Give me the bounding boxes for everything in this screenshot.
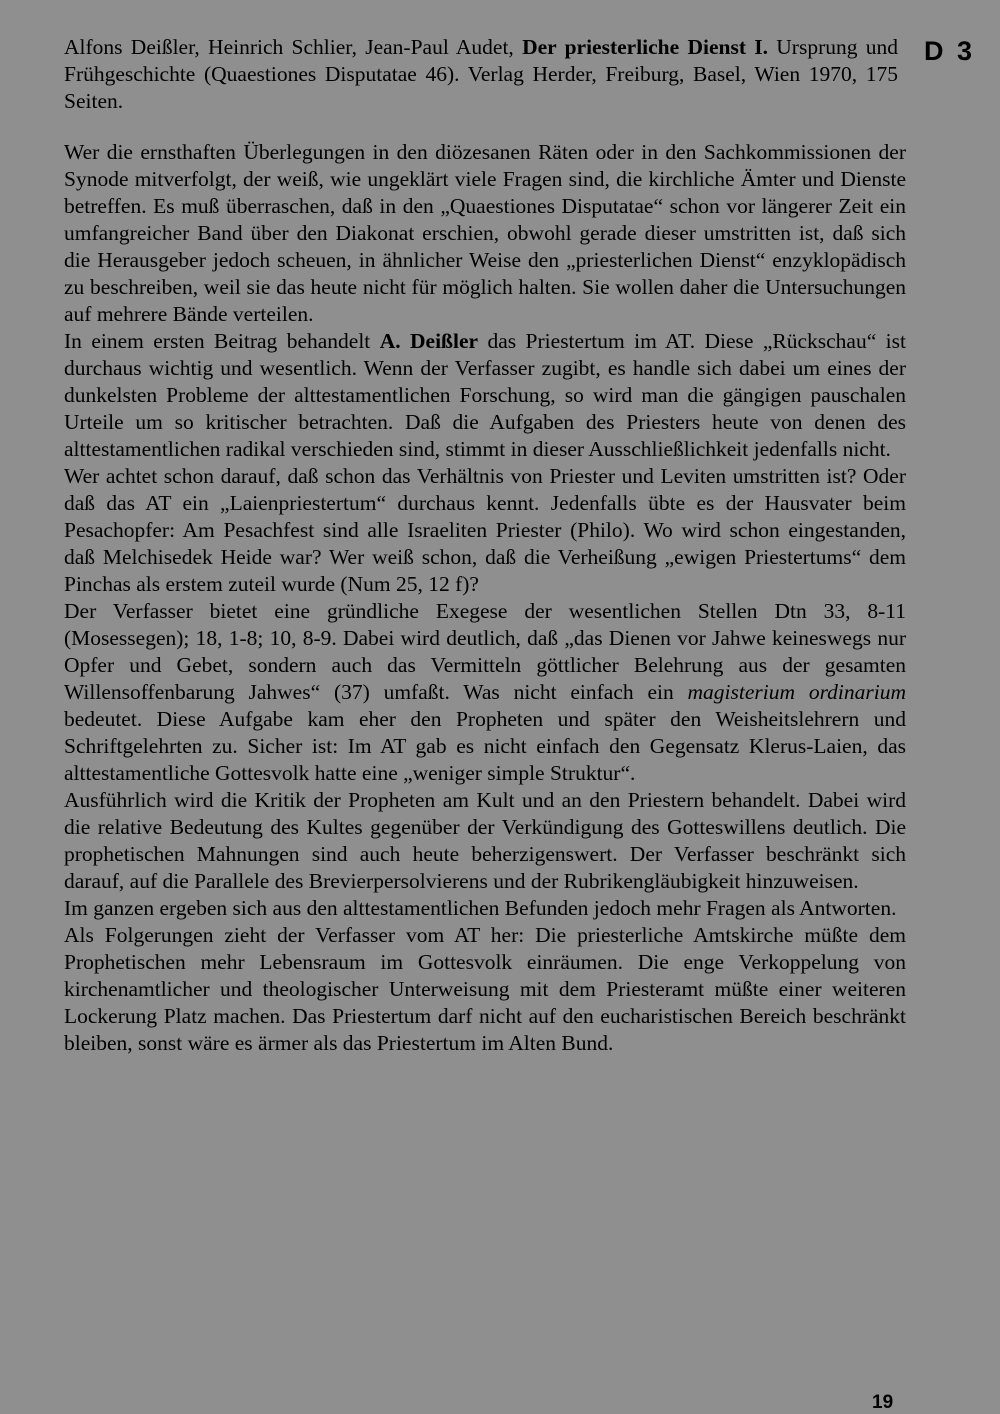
paragraph-text: Wer die ernsthaften Überlegungen in den diözesanen Räten oder in den Sachkommissionen der Synode mitverfolgt, der weiß, wie ungeklärt viele Fragen sind, die kirchliche Ämter und Dienste betreffen. Es muß überraschen, daß in den „Quaestiones Disputatae“ schon vor längerer Zeit ein umfangreicher Band über den Diakonat erschien, obwohl gerade dieser umstritten ist, daß sich die Herausgeber jedoch scheuen, in ähnlicher Weise den „priesterlichen Dienst“ enzyklopädisch zu beschreiben, weil sie das heute nicht für möglich halten. Sie wollen daher die Untersuchungen auf mehrere Bände verteilen. (64, 140, 906, 326)
body-paragraph (64, 922, 906, 1057)
body-paragraph (64, 463, 906, 598)
body-paragraph (64, 787, 906, 895)
paragraph-text: Im ganzen ergeben sich aus den alttestamentlichen Befunden jedoch mehr Fragen als Antworten. (64, 896, 897, 920)
page-content (64, 34, 906, 1057)
review-authors: Alfons Deißler, Heinrich Schlier, Jean-Paul Audet, (64, 35, 514, 59)
review-body (64, 139, 906, 1057)
latin-term: magisterium ordinarium (687, 680, 906, 704)
review-header (64, 34, 906, 115)
paragraph-text: das Priestertum im AT. Diese „Rückschau“ ist durchaus wichtig und wesentlich. Wenn der Verfasser zugibt, es handle sich dabei um eines der dunkelsten Probleme der alttestamentlichen Forschung, so wird man die gängigen pauschalen Urteile um so kritischer betrachten. Daß die Aufgaben des Priesters heute von denen des alttestamentlichen radikal verschieden sind, stimmt in dieser Ausschließlichkeit jedenfalls nicht. (64, 329, 906, 461)
paragraph-text: Wer achtet schon darauf, daß schon das Verhältnis von Priester und Leviten umstritten ist? Oder daß das AT ein „Laienpriestertum“ durchaus kennt. Jedenfalls übte es der Hausvater beim Pesachopfer: Am Pesachfest sind alle Israeliten Priester (Philo). Wo wird schon eingestanden, daß Melchisedek Heide war? Wer weiß schon, daß die Verheißung „ewigen Priestertums“ dem Pinchas als erstem zuteil wurde (Num 25, 12 f)? (64, 464, 906, 596)
body-paragraph (64, 328, 906, 463)
section-code: D 3 (924, 36, 976, 66)
author-name: A. Deißler (379, 329, 479, 353)
body-paragraph (64, 139, 906, 328)
body-paragraph (64, 598, 906, 787)
review-title: Der priesterliche Dienst I. (522, 35, 768, 59)
page-number: 19 (872, 1392, 894, 1413)
paragraph-text: bedeutet. Diese Aufgabe kam eher den Propheten und später den Weisheitslehrern und Schriftgelehrten zu. Sicher ist: Im AT gab es nicht einfach den Gegensatz Klerus-Laien, das alttestamentliche Gottesvolk hatte eine „weniger simple Struktur“. (64, 707, 906, 785)
paragraph-text: Der Verfasser bietet eine gründliche Exegese der wesentlichen Stellen Dtn 33, 8-11 (Mosessegen); 18, 1-8; 10, 8-9. Dabei wird deutlich, daß „das Dienen vor Jahwe keineswegs nur Opfer und Gebet, sondern auch das Vermitteln göttlicher Belehrung aus der gesamten Willensoffenbarung Jahwes“ (37) umfaßt. Was nicht einfach ein (64, 599, 906, 704)
paragraph-text: Ausführlich wird die Kritik der Propheten am Kult und an den Priestern behandelt. Dabei wird die relative Bedeutung des Kultes gegenüber der Verkündigung des Gotteswillens deutlich. Die prophetischen Mahnungen sind auch heute beherzigenswert. Der Verfasser beschränkt sich darauf, auf die Parallele des Brevierpersolvierens und der Rubrikengläubigkeit hinzuweisen. (64, 788, 906, 893)
paragraph-text: Als Folgerungen zieht der Verfasser vom AT her: Die priesterliche Amtskirche müßte dem Prophetischen mehr Lebensraum im Gottesvolk einräumen. Die enge Verkoppelung von kirchenamtlicher und theologischer Unterweisung mit dem Priesteramt müßte einer weiteren Lockerung Platz machen. Das Priestertum darf nicht auf den eucharistischen Bereich beschränkt bleiben, sonst wäre es ärmer als das Priestertum im Alten Bund. (64, 923, 906, 1055)
body-paragraph (64, 895, 906, 922)
paragraph-text: In einem ersten Beitrag behandelt (64, 329, 380, 353)
review-details: Ursprung und Frühgeschichte (Quaestiones Disputatae 46). Verlag Herder, Freiburg, Basel, Wien 1970, 175 Seiten. (64, 35, 899, 113)
